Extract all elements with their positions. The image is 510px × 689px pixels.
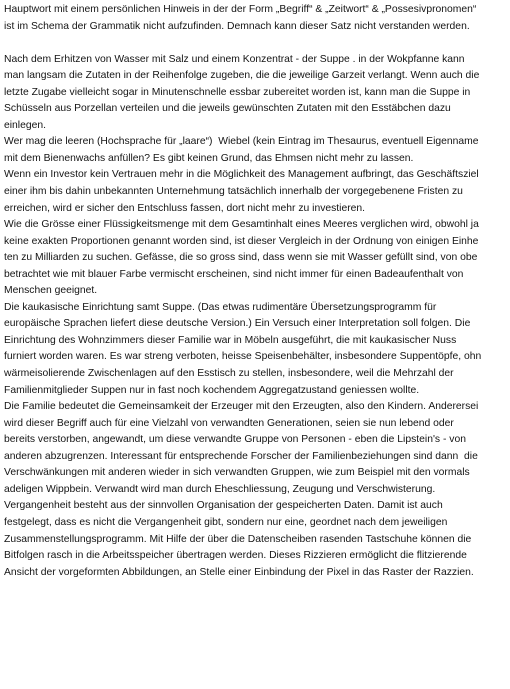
paragraph <box>4 399 510 498</box>
text-line: Familienmitglieder Suppen nur in fast noch kochendem Aggregatzustand geniessen wollte. <box>4 384 420 396</box>
text-line: Wenn ein Investor kein Vertrauen mehr in die Möglichkeit des Management aufbringt, das Geschäftsziel <box>4 169 479 181</box>
document-text <box>4 2 510 581</box>
text-line: Menschen geeignet. <box>4 285 98 297</box>
text-line: erreichen, wird er sicher den Entschluss fassen, dort nicht mehr zu investieren. <box>4 202 366 214</box>
paragraph <box>4 498 510 581</box>
text-line: Bitfolgen rasch in die Arbeitsspeicher übertragen werden. Dieses Rizzieren ermöglicht die flitzierende <box>4 550 467 562</box>
paragraph <box>4 300 510 399</box>
paragraph <box>4 52 510 135</box>
text-line: Ansicht der vorgeformten Abbildungen, an Stelle einer Einbindung der Pixel in das Raster der Razzien. <box>4 566 474 578</box>
text-line: ist im Schema der Grammatik nicht aufzufinden. Demnach kann dieser Satz nicht verstanden werden. <box>4 20 470 32</box>
text-line: Zusammenstellungsprogramm. Mit Hilfe der über die Datenscheiben rasenden Tastschuhe können die <box>4 533 472 545</box>
text-line: festgelegt, dass es nicht die Vergangenheit gibt, sondern nur eine, geordnet nach dem jeweiligen <box>4 516 448 528</box>
text-line: Einrichtung des Wohnzimmers dieser Familie war in Möbeln ausgeführt, die mit kaukasischer Nuss <box>4 334 457 346</box>
text-line: europäische Sprachen liefert diese deutsche Version.) Ein Versuch einer Interpretation soll folgen. Die <box>4 318 471 330</box>
text-line: ten zu Milliarden zu suchen. Gefässe, die so gross sind, dass wenn sie mit Wasser gefüllt sind, von obe <box>4 252 478 264</box>
text-line: adeligen Wippbein. Verwandt wird man durch Eheschliessung, Zeugung und Verschwisterung. <box>4 483 436 495</box>
paragraph <box>4 2 510 35</box>
text-line: wärmeisolierende Zwischenlagen auf den Esstisch zu stellen, insbesondere, weil die Mehrzahl der <box>4 368 454 380</box>
text-line: mit dem Bienenwachs anfüllen? Es gibt keinen Grund, das Ehmsen nicht mehr zu lassen. <box>4 152 414 164</box>
text-line: Vergangenheit besteht aus der sinnvollen Organisation der gespeicherten Daten. Damit ist auch <box>4 500 443 512</box>
paragraph <box>4 217 510 300</box>
text-line: Wer mag die leeren (Hochsprache für „laare“) Wiebel (kein Eintrag im Thesaurus, eventuell Eigenname <box>4 136 479 148</box>
text-line: Nach dem Erhitzen von Wasser mit Salz und einem Konzentrat - der Suppe . in der Wokpfanne kann <box>4 53 465 65</box>
paragraph-gap <box>4 35 510 52</box>
text-line: Verschwänkungen mit anderen wieder in sich verwandten Gruppen, wie zum Beispiel mit den vormals <box>4 467 470 479</box>
text-line: man langsam die Zutaten in der Reihenfolge zugeben, die die jeweilige Garzeit verlangt. Wenn auch die <box>4 70 480 82</box>
text-line: anderen abzugrenzen. Interessant für entsprechende Forscher der Familienbeziehungen sind dann die <box>4 450 478 462</box>
text-line: Die Familie bedeutet die Gemeinsamkeit der Erzeuger mit den Erzeugten, also den Kindern. Anderersei <box>4 401 479 413</box>
paragraph <box>4 167 510 217</box>
text-line: Die kaukasische Einrichtung samt Suppe. (Das etwas rudimentäre Übersetzungsprogramm für <box>4 301 437 313</box>
text-line: letzte Zugabe vielleicht sogar in Minutenschnelle essbar zubereitet worden ist, kann man die Suppe in <box>4 86 471 98</box>
text-line: Hauptwort mit einem persönlichen Hinweis in der der Form „Begriff“ & „Zeitwort“ & „Possesivpronomen“ <box>4 4 477 15</box>
paragraph <box>4 134 510 167</box>
text-line: einlegen. <box>4 119 46 131</box>
text-line: Schüsseln aus Porzellan verteilen und die jeweils gewünschten Zutaten mit den Esstäbchen dazu <box>4 103 451 115</box>
text-line: betrachtet wie mit blauer Farbe vermischt erscheinen, sind nicht immer für einen Badeaufenthalt von <box>4 268 464 280</box>
text-line: Wie die Grösse einer Flüssigkeitsmenge mit dem Gesamtinhalt eines Meeres verglichen wird, obwohl ja <box>4 219 479 231</box>
text-line: furniert worden waren. Es war streng verboten, heisse Speisenbehälter, insbesondere Suppentöpfe, ohn <box>4 351 482 363</box>
text-line: bereits verstorben, angewandt, um diese verwandte Gruppe von Personen - eben die Lipstein's - von <box>4 434 466 446</box>
text-line: einer ihm bis dahin unbekannten Unternehmung tatsächlich innerhalb der vorgegebenene Fristen zu <box>4 186 463 198</box>
text-line: keine exakten Proportionen genannt worden sind, ist dieser Vergleich in der Ordnung von einigen Einhe <box>4 235 479 247</box>
text-line: wird dieser Begriff auch für eine Vielzahl von verwandten Generationen, seien sie nun lebend oder <box>4 417 454 429</box>
